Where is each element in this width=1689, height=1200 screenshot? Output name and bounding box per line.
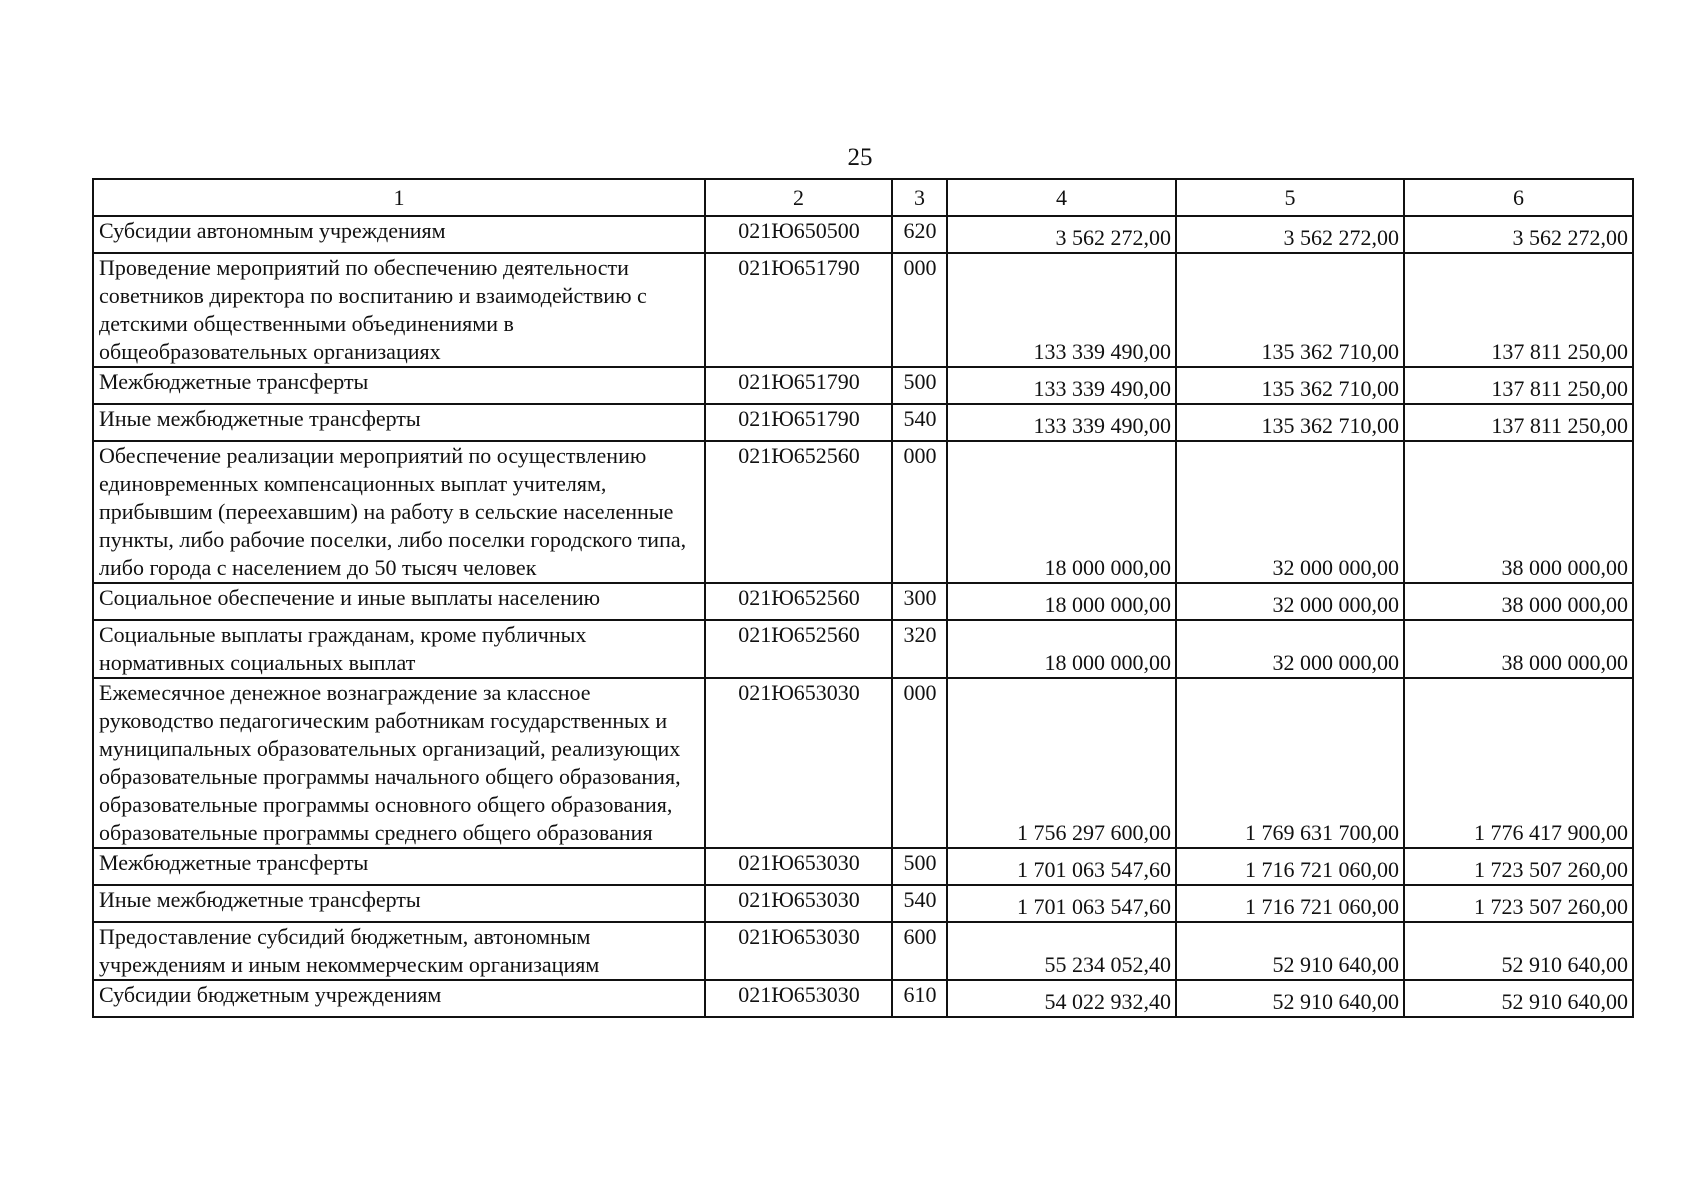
expense-type-cell: 600 — [892, 922, 947, 980]
column-header: 4 — [947, 179, 1176, 216]
column-header: 3 — [892, 179, 947, 216]
column-header: 5 — [1176, 179, 1404, 216]
table-row — [93, 620, 1633, 678]
table-row — [93, 848, 1633, 885]
table-row — [93, 253, 1633, 367]
row-name-cell: Социальные выплаты гражданам, кроме публичных нормативных социальных выплат — [93, 620, 705, 678]
amount-col6-cell: 3 562 272,00 — [1404, 216, 1633, 253]
target-code-cell: 021Ю651790 — [705, 367, 892, 404]
amount-col6-cell: 1 723 507 260,00 — [1404, 885, 1633, 922]
amount-col5-cell: 32 000 000,00 — [1176, 583, 1404, 620]
amount-col4-cell: 18 000 000,00 — [947, 583, 1176, 620]
target-code-cell: 021Ю650500 — [705, 216, 892, 253]
table-row — [93, 678, 1633, 848]
target-code-cell: 021Ю653030 — [705, 678, 892, 848]
table-row — [93, 441, 1633, 583]
amount-col4-cell: 18 000 000,00 — [947, 441, 1176, 583]
table-row — [93, 216, 1633, 253]
amount-col4-cell: 133 339 490,00 — [947, 253, 1176, 367]
target-code-cell: 021Ю651790 — [705, 404, 892, 441]
amount-col4-cell: 3 562 272,00 — [947, 216, 1176, 253]
row-name-cell: Проведение мероприятий по обеспечению деятельности советников директора по воспитанию и взаимодействию с детскими общественными объединениями в общеобразовательных организациях — [93, 253, 705, 367]
expense-type-cell: 000 — [892, 441, 947, 583]
row-name-cell: Обеспечение реализации мероприятий по осуществлению единовременных компенсационных выплат учителям, прибывшим (переехавшим) на работу в сельские населенные пункты, либо рабочие поселки, либо поселки городского типа, либо города с населением до 50 тысяч человек — [93, 441, 705, 583]
amount-col6-cell: 52 910 640,00 — [1404, 922, 1633, 980]
amount-col5-cell: 135 362 710,00 — [1176, 404, 1404, 441]
table-header-row — [93, 179, 1633, 216]
target-code-cell: 021Ю652560 — [705, 583, 892, 620]
amount-col5-cell: 1 769 631 700,00 — [1176, 678, 1404, 848]
amount-col5-cell: 52 910 640,00 — [1176, 980, 1404, 1017]
amount-col4-cell: 1 701 063 547,60 — [947, 848, 1176, 885]
amount-col4-cell: 1 701 063 547,60 — [947, 885, 1176, 922]
target-code-cell: 021Ю652560 — [705, 441, 892, 583]
amount-col6-cell: 38 000 000,00 — [1404, 620, 1633, 678]
target-code-cell: 021Ю653030 — [705, 848, 892, 885]
expense-type-cell: 000 — [892, 253, 947, 367]
table-body — [93, 216, 1633, 1017]
row-name-cell: Предоставление субсидий бюджетным, автономным учреждениям и иным некоммерческим организациям — [93, 922, 705, 980]
row-name-cell: Социальное обеспечение и иные выплаты населению — [93, 583, 705, 620]
table-row — [93, 404, 1633, 441]
amount-col6-cell: 1 723 507 260,00 — [1404, 848, 1633, 885]
amount-col6-cell: 52 910 640,00 — [1404, 980, 1633, 1017]
expense-type-cell: 320 — [892, 620, 947, 678]
target-code-cell: 021Ю652560 — [705, 620, 892, 678]
expense-type-cell: 500 — [892, 848, 947, 885]
amount-col6-cell: 137 811 250,00 — [1404, 253, 1633, 367]
row-name-cell: Иные межбюджетные трансферты — [93, 885, 705, 922]
table-row — [93, 922, 1633, 980]
amount-col5-cell: 1 716 721 060,00 — [1176, 848, 1404, 885]
target-code-cell: 021Ю653030 — [705, 885, 892, 922]
amount-col4-cell: 54 022 932,40 — [947, 980, 1176, 1017]
amount-col5-cell: 32 000 000,00 — [1176, 441, 1404, 583]
column-header: 6 — [1404, 179, 1633, 216]
amount-col6-cell: 38 000 000,00 — [1404, 441, 1633, 583]
amount-col4-cell: 133 339 490,00 — [947, 367, 1176, 404]
target-code-cell: 021Ю653030 — [705, 922, 892, 980]
table-row — [93, 583, 1633, 620]
budget-table — [92, 178, 1634, 1018]
expense-type-cell: 540 — [892, 885, 947, 922]
amount-col4-cell: 55 234 052,40 — [947, 922, 1176, 980]
row-name-cell: Субсидии бюджетным учреждениям — [93, 980, 705, 1017]
expense-type-cell: 620 — [892, 216, 947, 253]
expense-type-cell: 000 — [892, 678, 947, 848]
amount-col6-cell: 137 811 250,00 — [1404, 404, 1633, 441]
expense-type-cell: 540 — [892, 404, 947, 441]
row-name-cell: Иные межбюджетные трансферты — [93, 404, 705, 441]
amount-col6-cell: 1 776 417 900,00 — [1404, 678, 1633, 848]
expense-type-cell: 610 — [892, 980, 947, 1017]
target-code-cell: 021Ю651790 — [705, 253, 892, 367]
row-name-cell: Ежемесячное денежное вознаграждение за классное руководство педагогическим работникам государственных и муниципальных образовательных организаций, реализующих образовательные программы начального общего образования, образовательные программы основного общего образования, образовательные программы среднего общего образования — [93, 678, 705, 848]
amount-col5-cell: 52 910 640,00 — [1176, 922, 1404, 980]
amount-col4-cell: 133 339 490,00 — [947, 404, 1176, 441]
amount-col6-cell: 38 000 000,00 — [1404, 583, 1633, 620]
table-row — [93, 980, 1633, 1017]
amount-col4-cell: 1 756 297 600,00 — [947, 678, 1176, 848]
expense-type-cell: 300 — [892, 583, 947, 620]
row-name-cell: Субсидии автономным учреждениям — [93, 216, 705, 253]
table-row — [93, 367, 1633, 404]
row-name-cell: Межбюджетные трансферты — [93, 367, 705, 404]
amount-col4-cell: 18 000 000,00 — [947, 620, 1176, 678]
expense-type-cell: 500 — [892, 367, 947, 404]
column-header: 2 — [705, 179, 892, 216]
amount-col5-cell: 135 362 710,00 — [1176, 253, 1404, 367]
amount-col5-cell: 32 000 000,00 — [1176, 620, 1404, 678]
amount-col5-cell: 1 716 721 060,00 — [1176, 885, 1404, 922]
row-name-cell: Межбюджетные трансферты — [93, 848, 705, 885]
amount-col6-cell: 137 811 250,00 — [1404, 367, 1633, 404]
table-row — [93, 885, 1633, 922]
column-header: 1 — [93, 179, 705, 216]
target-code-cell: 021Ю653030 — [705, 980, 892, 1017]
amount-col5-cell: 3 562 272,00 — [1176, 216, 1404, 253]
page-number: 25 — [847, 144, 873, 171]
amount-col5-cell: 135 362 710,00 — [1176, 367, 1404, 404]
